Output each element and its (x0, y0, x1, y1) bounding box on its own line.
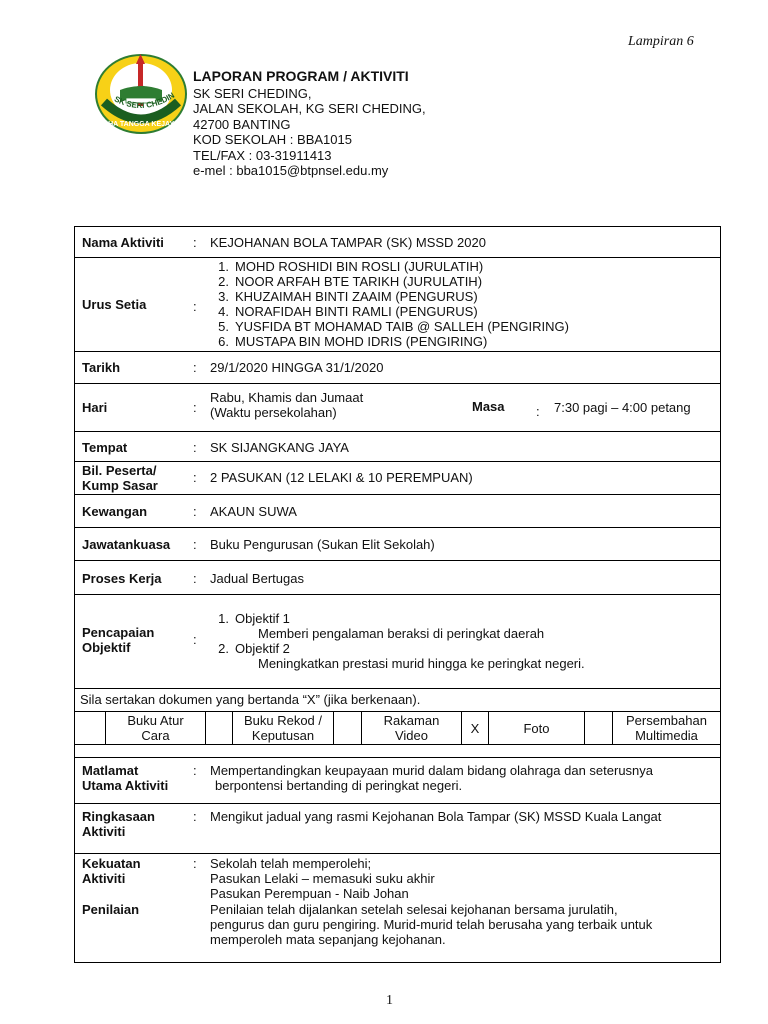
row-kekuatan (75, 853, 720, 900)
checkbox-rakaman-video[interactable] (461, 712, 488, 744)
value-kewangan: AKAUN SUWA (210, 504, 297, 519)
doc-rakaman-video: Rakaman Video (361, 712, 461, 744)
colon: : (193, 470, 197, 485)
row-kewangan (75, 494, 720, 527)
label-nama-aktiviti: Nama Aktiviti (82, 235, 164, 250)
row-nama-aktiviti (75, 227, 720, 257)
header-line: 42700 BANTING (193, 116, 291, 132)
label-masa: Masa (472, 399, 505, 414)
checkbox-foto[interactable] (584, 712, 612, 744)
colon: : (193, 763, 197, 778)
value-penilaian: Penilaian telah dijalankan setelah selesai kejohanan bersama jurulatih, pengurus dan guru pengiring. Murid-murid telah berusaha yang terbaik untuk memperoleh mata sepanjang kejohanan. (210, 902, 653, 947)
colon: : (193, 440, 197, 455)
lampiran-label: Lampiran 6 (628, 34, 694, 49)
colon: : (193, 809, 197, 824)
urus-setia-list (203, 259, 569, 349)
value-tempat: SK SIJANGKANG JAYA (210, 440, 349, 455)
colon: : (536, 404, 540, 419)
value-masa: 7:30 pagi – 4:00 petang (554, 400, 691, 415)
label-matlamat: Matlamat Utama Aktiviti (82, 763, 169, 793)
label-bil-peserta: Bil. Peserta/ Kump Sasar (82, 463, 158, 493)
row-jawatankuasa (75, 527, 720, 560)
value-kekuatan: Sekolah telah memperolehi; Pasukan Lelaki – memasuki suku akhir Pasukan Perempuan - Naib Johan (210, 856, 435, 901)
doc-buku-rekod: Buku Rekod / Keputusan (232, 712, 333, 744)
row-bil-peserta (75, 461, 720, 494)
header-line: KOD SEKOLAH : BBA1015 (193, 132, 352, 147)
colon: : (193, 537, 197, 552)
colon: : (193, 571, 197, 586)
list-item: 3. KHUZAIMAH BINTI ZAAIM (PENGURUS) (218, 289, 478, 304)
label-kekuatan: Kekuatan Aktiviti (82, 856, 141, 886)
colon: : (193, 632, 197, 647)
row-urus-setia (75, 257, 720, 351)
row-pencapaian-objektif (75, 594, 720, 688)
label-tarikh: Tarikh (82, 360, 121, 375)
row-ringkasan (75, 803, 720, 853)
label-pencapaian-objektif: Pencapaian Objektif (82, 625, 155, 655)
row-tempat (75, 431, 720, 461)
row-hari (75, 383, 720, 431)
colon: : (193, 360, 197, 375)
svg-text:SK SERI CHEDING: SK SERI CHEDIN (112, 90, 177, 111)
colon: : (193, 856, 197, 871)
label-urus-setia: Urus Setia (82, 297, 147, 312)
row-sila-sertakan (75, 688, 720, 711)
value-bil-peserta: 2 PASUKAN (12 LELAKI & 10 PEREMPUAN) (210, 470, 473, 485)
value-jawatankuasa: Buku Pengurusan (Sukan Elit Sekolah) (210, 537, 435, 552)
value-hari: Rabu, Khamis dan Jumaat (Waktu persekolahan) (210, 390, 364, 420)
label-kewangan: Kewangan (82, 504, 148, 519)
label-jawatankuasa: Jawatankuasa (82, 537, 171, 552)
list-item: 5. YUSFIDA BT MOHAMAD TAIB @ SALLEH (PENGIRING) (218, 319, 569, 334)
school-crest-icon (92, 50, 190, 136)
objektif-1-desc: Memberi pengalaman beraksi di peringkat daerah (258, 626, 545, 641)
school-header (193, 69, 426, 179)
checkbox-buku-atur-cara[interactable] (205, 712, 232, 744)
report-form (74, 226, 721, 963)
checkbox-buku-rekod[interactable] (333, 712, 361, 744)
list-item: 6. MUSTAPA BIN MOHD IDRIS (PENGIRING) (218, 334, 488, 349)
header-line: TEL/FAX : 03-31911413 (193, 147, 332, 163)
label-penilaian: Penilaian (82, 902, 140, 917)
page-number: 1 (386, 993, 393, 1008)
label-tempat: Tempat (82, 440, 128, 455)
label-hari: Hari (82, 400, 108, 415)
colon: : (193, 235, 197, 250)
list-item: 2. NOOR ARFAH BTE TARIKH (JURULATIH) (218, 274, 483, 289)
header-line: e-mel : bba1015@btpnsel.edu.my (193, 163, 389, 178)
objektif-2-desc: Meningkatkan prestasi murid hingga ke peringkat negeri. (258, 656, 585, 671)
objektif-1-title: 1. Objektif 1 (218, 611, 290, 626)
value-matlamat: Mempertandingkan keupayaan murid dalam bidang olahraga dan seterusnya berpontensi bertanding di peringkat negeri. (210, 763, 654, 793)
colon: : (193, 504, 197, 519)
doc-buku-atur-cara: Buku Atur Cara (105, 712, 205, 744)
colon: : (193, 299, 197, 314)
header-line: SK SERI CHEDING, (193, 85, 312, 101)
row-matlamat (75, 757, 720, 803)
value-ringkasan: Mengikut jadual yang rasmi Kejohanan Bola Tampar (SK) MSSD Kuala Langat (210, 809, 662, 824)
report-title: LAPORAN PROGRAM / AKTIVITI (193, 68, 409, 84)
row-proses-kerja (75, 560, 720, 594)
value-proses-kerja: Jadual Bertugas (210, 571, 304, 586)
row-penilaian (75, 900, 720, 962)
sila-sertakan-text: Sila sertakan dokumen yang bertanda “X” (jika berkenaan). (80, 692, 421, 707)
checked-mark: X (470, 720, 480, 736)
row-spacer (75, 744, 720, 757)
value-nama-aktiviti: KEJOHANAN BOLA TAMPAR (SK) MSSD 2020 (210, 235, 486, 250)
list-item: 1. MOHD ROSHIDI BIN ROSLI (JURULATIH) (218, 259, 484, 274)
label-ringkasan: Ringkasaan Aktiviti (82, 809, 155, 839)
row-tarikh (75, 351, 720, 383)
row-document-checklist (75, 711, 720, 744)
school-logo (92, 50, 190, 136)
value-tarikh: 29/1/2020 HINGGA 31/1/2020 (210, 360, 384, 375)
list-item: 4. NORAFIDAH BINTI RAMLI (PENGURUS) (218, 304, 478, 319)
label-proses-kerja: Proses Kerja (82, 571, 162, 586)
objektif-2-title: 2. Objektif 2 (218, 641, 290, 656)
doc-foto: Foto (488, 712, 584, 744)
header-line: JALAN SEKOLAH, KG SERI CHEDING, (193, 101, 426, 116)
colon: : (193, 400, 197, 415)
doc-persembahan-multimedia: Persembahan Multimedia (612, 712, 720, 744)
objektif-list (203, 611, 585, 671)
svg-text:USAHA TANGGA KEJAYAAN: USAHA TANGGA KEJAYAAN (93, 121, 189, 128)
